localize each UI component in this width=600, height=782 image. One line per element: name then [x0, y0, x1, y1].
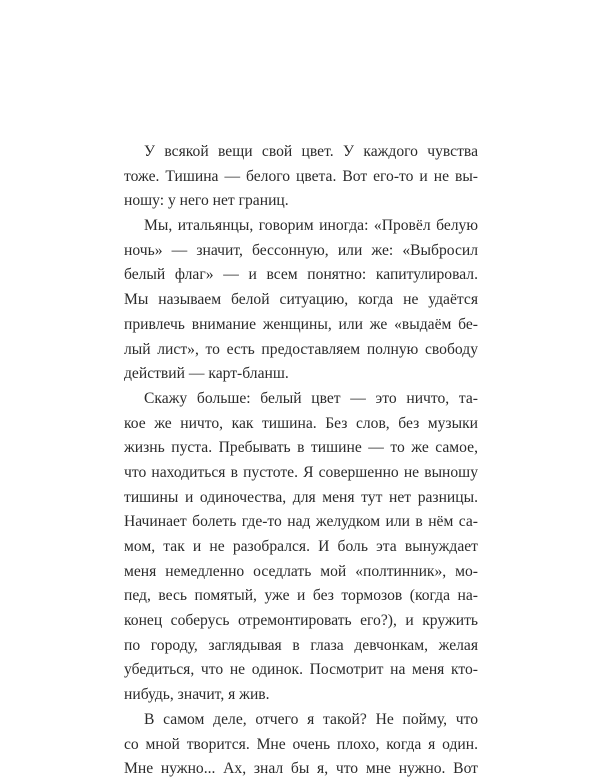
- text-line: по городу, заглядывая в глаза девчонкам, желая: [124, 636, 478, 654]
- text-line: ночь» — значит, бессонную, или же: «Выбросил: [124, 241, 478, 259]
- text-line: конец соберусь отремонтировать его?), и кружить: [124, 612, 478, 630]
- body-text: [124, 140, 478, 782]
- text-line: со мной творится. Мне очень плохо, когда я один.: [124, 735, 478, 753]
- text-line: мом, так и не разобрался. И боль эта вынуждает: [124, 538, 478, 555]
- text-line: действий — карт-бланш.: [124, 365, 289, 383]
- text-line: белый флаг» — и всем понятно: капитулировал.: [124, 266, 478, 284]
- text-line: жизнь пуста. Пребывать в тишине — то же самое,: [124, 439, 478, 457]
- text-line: меня немедленно оседлать мой «полтинник», мо-: [124, 562, 478, 580]
- text-line: У всякой вещи свой цвет. У каждого чувства: [144, 143, 478, 160]
- text-line: тоже. Тишина — белого цвета. Вот его-то и не вы-: [124, 167, 478, 185]
- text-line: нибудь, значит, я жив.: [124, 686, 270, 704]
- paragraph-3: [124, 387, 478, 708]
- text-line: что находиться в пустоте. Я совершенно не выношу: [124, 463, 478, 481]
- text-line: кое же ничто, как тишина. Без слов, без музыки: [124, 414, 478, 432]
- text-line: В самом деле, отчего я такой? Не пойму, что: [144, 710, 478, 728]
- text-line: Начинает болеть где-то над желудком или в нём са-: [124, 513, 478, 531]
- text-line: лый лист», то есть предоставляем полную свободу: [124, 340, 478, 358]
- text-line: убедиться, что не одинок. Посмотрит на меня кто-: [124, 661, 478, 679]
- text-line: привлечь внимание женщины, или же «выдаём бе-: [124, 315, 478, 333]
- text-line: ношу: у него нет границ.: [124, 192, 289, 210]
- text-line: Скажу больше: белый цвет — это ничто, та-: [144, 389, 478, 407]
- text-line: Мне нужно... Ах, знал бы я, что мне нужно. Вот: [124, 760, 478, 778]
- text-line: Мы, итальянцы, говорим иногда: «Провёл белую: [144, 217, 478, 235]
- paragraph-4: [124, 708, 478, 782]
- paragraph-2: [124, 214, 478, 387]
- text-line: пед, весь помятый, уже и без тормозов (когда на-: [124, 587, 478, 605]
- text-line: тишины и одиночества, для меня тут нет разницы.: [124, 488, 478, 506]
- paragraph-1: [124, 140, 478, 214]
- text-line: Мы называем белой ситуацию, когда не удаётся: [124, 291, 478, 309]
